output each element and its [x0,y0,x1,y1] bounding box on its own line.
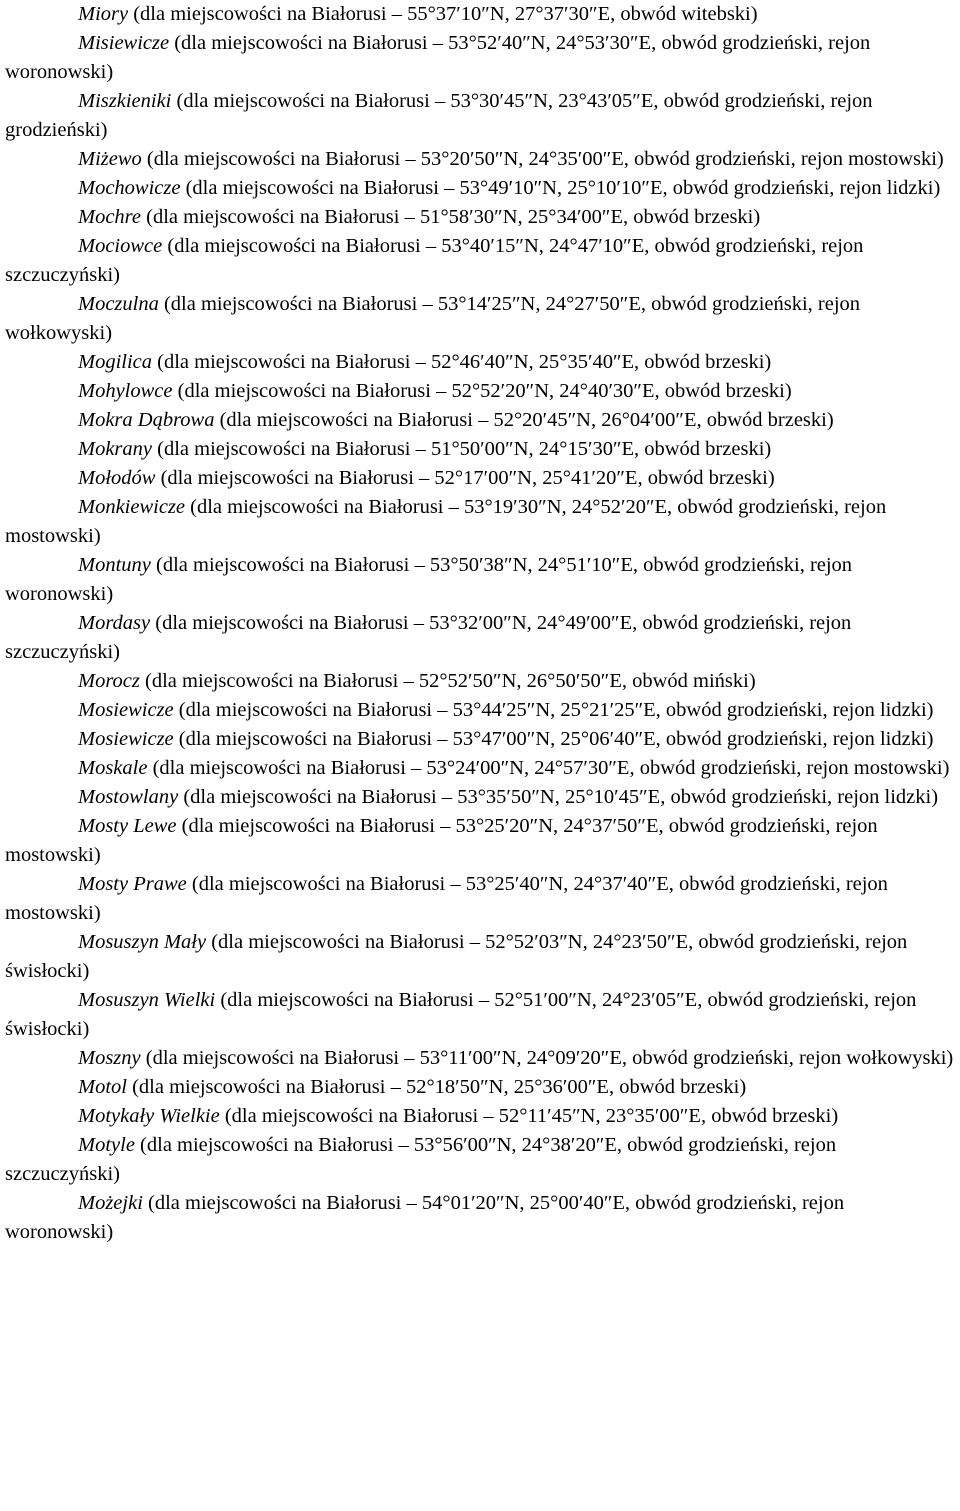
place-name: Motykały Wielkie [78,1105,220,1127]
entry-mokra-dabrowa [5,406,960,435]
entry-mosuszyn-maly [5,928,960,986]
place-name: Motol [78,1076,127,1098]
place-description: (dla miejscowości na Białorusi – 53°11′00″N, 24°09′20″E, obwód grodzieński, rejon wołkowyski) [145,1047,954,1069]
place-name: Mosty Prawe [78,873,187,895]
place-description: (dla miejscowości na Białorusi – 51°58′30″N, 25°34′00″E, obwód brzeski) [146,206,761,228]
place-name: Mosuszyn Mały [78,931,207,953]
entry-mokrany [5,435,960,464]
place-name: Mostowlany [78,786,179,808]
place-description: (dla miejscowości na Białorusi – 53°40′15″N, 24°47′10″E, obwód grodzieński, rejon szczuczyński) [5,235,864,286]
place-description: (dla miejscowości na Białorusi – 52°17′00″N, 25°41′20″E, obwód brzeski) [160,467,775,489]
place-name: Mochowicze [78,177,181,199]
entry-mosuszyn-wielki [5,986,960,1044]
place-name: Mogilica [78,351,153,373]
entry-moszny [5,1044,960,1073]
entry-mizewo [5,145,960,174]
place-name: Moskale [78,757,148,779]
entry-mociowce [5,232,960,290]
place-name: Mokrany [78,438,153,460]
entry-mochowicze [5,174,960,203]
entry-misiewicze [5,29,960,87]
place-description: (dla miejscowości na Białorusi – 53°19′30″N, 24°52′20″E, obwód grodzieński, rejon mostowski) [5,496,887,547]
place-description: (dla miejscowości na Białorusi – 53°32′00″N, 24°49′00″E, obwód grodzieński, rejon szczuczyński) [5,612,852,663]
entry-mosty-prawe [5,870,960,928]
entry-moczulna [5,290,960,348]
place-name: Mochre [78,206,141,228]
entry-miszkieniki [5,87,960,145]
entry-mosiewicze-2 [5,725,960,754]
entry-mosiewicze-1 [5,696,960,725]
place-name: Mociowce [78,235,163,257]
place-description: (dla miejscowości na Białorusi – 53°30′45″N, 23°43′05″E, obwód grodzieński, rejon grodzieński) [5,90,873,141]
place-description: (dla miejscowości na Białorusi – 53°52′40″N, 24°53′30″E, obwód grodzieński, rejon woronowski) [5,32,871,83]
place-name: Miory [78,3,129,25]
place-description: (dla miejscowości na Białorusi – 52°18′50″N, 25°36′00″E, obwód brzeski) [132,1076,747,1098]
entry-moskale [5,754,960,783]
place-name: Mosty Lewe [78,815,177,837]
place-name: Miszkieniki [78,90,172,112]
place-description: (dla miejscowości na Białorusi – 52°52′50″N, 26°50′50″E, obwód miński) [145,670,756,692]
entry-monkiewicze [5,493,960,551]
place-description: (dla miejscowości na Białorusi – 53°44′25″N, 25°21′25″E, obwód grodzieński, rejon lidzki) [178,699,934,721]
place-name: Mohylowce [78,380,173,402]
place-description: (dla miejscowości na Białorusi – 52°46′40″N, 25°35′40″E, obwód brzeski) [157,351,772,373]
entry-molodow [5,464,960,493]
place-description: (dla miejscowości na Białorusi – 53°56′00″N, 24°38′20″E, obwód grodzieński, rejon szczuczyński) [5,1134,837,1185]
place-description: (dla miejscowości na Białorusi – 53°35′50″N, 25°10′45″E, obwód grodzieński, rejon lidzki) [183,786,939,808]
place-description: (dla miejscowości na Białorusi – 54°01′20″N, 25°00′40″E, obwód grodzieński, rejon woronowski) [5,1192,845,1243]
place-description: (dla miejscowości na Białorusi – 51°50′00″N, 24°15′30″E, obwód brzeski) [157,438,772,460]
entry-mohylowce [5,377,960,406]
place-name: Motyle [78,1134,135,1156]
place-name: Misiewicze [78,32,170,54]
place-name: Mordasy [78,612,151,634]
place-description: (dla miejscowości na Białorusi – 52°51′00″N, 24°23′05″E, obwód grodzieński, rejon świsłocki) [5,989,917,1040]
place-name: Możejki [78,1192,143,1214]
entry-motol [5,1073,960,1102]
place-description: (dla miejscowości na Białorusi – 53°47′00″N, 25°06′40″E, obwód grodzieński, rejon lidzki) [178,728,934,750]
entry-motykaly-wielkie [5,1102,960,1131]
place-name: Mokra Dąbrowa [78,409,215,431]
place-description: (dla miejscowości na Białorusi – 52°52′20″N, 24°40′30″E, obwód brzeski) [177,380,792,402]
place-description: (dla miejscowości na Białorusi – 52°20′45″N, 26°04′00″E, obwód brzeski) [219,409,834,431]
entry-mosty-lewe [5,812,960,870]
place-description: (dla miejscowości na Białorusi – 53°50′38″N, 24°51′10″E, obwód grodzieński, rejon woronowski) [5,554,853,605]
place-description: (dla miejscowości na Białorusi – 53°49′10″N, 25°10′10″E, obwód grodzieński, rejon lidzki) [185,177,941,199]
place-name: Moczulna [78,293,159,315]
place-description: (dla miejscowości na Białorusi – 52°52′03″N, 24°23′50″E, obwód grodzieński, rejon świsłocki) [5,931,908,982]
entry-mogilica [5,348,960,377]
place-name: Moszny [78,1047,141,1069]
place-description: (dla miejscowości na Białorusi – 53°20′50″N, 24°35′00″E, obwód grodzieński, rejon mostowski) [146,148,944,170]
place-name: Morocz [78,670,140,692]
place-description: (dla miejscowości na Białorusi – 53°25′40″N, 24°37′40″E, obwód grodzieński, rejon mostowski) [5,873,888,924]
entry-morocz [5,667,960,696]
entry-mochre [5,203,960,232]
entry-motyle [5,1131,960,1189]
place-description: (dla miejscowości na Białorusi – 53°25′20″N, 24°37′50″E, obwód grodzieński, rejon mostowski) [5,815,878,866]
place-name: Monkiewicze [78,496,186,518]
place-description: (dla miejscowości na Białorusi – 53°14′25″N, 24°27′50″E, obwód grodzieński, rejon wołkowyski) [5,293,861,344]
entry-mozejki [5,1189,960,1247]
place-name: Mołodów [78,467,156,489]
entry-montuny [5,551,960,609]
entry-mordasy [5,609,960,667]
place-name: Miżewo [78,148,142,170]
place-name: Mosiewicze [78,728,174,750]
entry-miory [5,0,960,29]
place-description: (dla miejscowości na Białorusi – 53°24′00″N, 24°57′30″E, obwód grodzieński, rejon mostowski) [152,757,950,779]
entry-mostowlany [5,783,960,812]
place-description: (dla miejscowości na Białorusi – 55°37′10″N, 27°37′30″E, obwód witebski) [133,3,758,25]
place-name: Montuny [78,554,151,576]
place-description: (dla miejscowości na Białorusi – 52°11′45″N, 23°35′00″E, obwód brzeski) [224,1105,839,1127]
place-name: Mosiewicze [78,699,174,721]
place-name: Mosuszyn Wielki [78,989,216,1011]
